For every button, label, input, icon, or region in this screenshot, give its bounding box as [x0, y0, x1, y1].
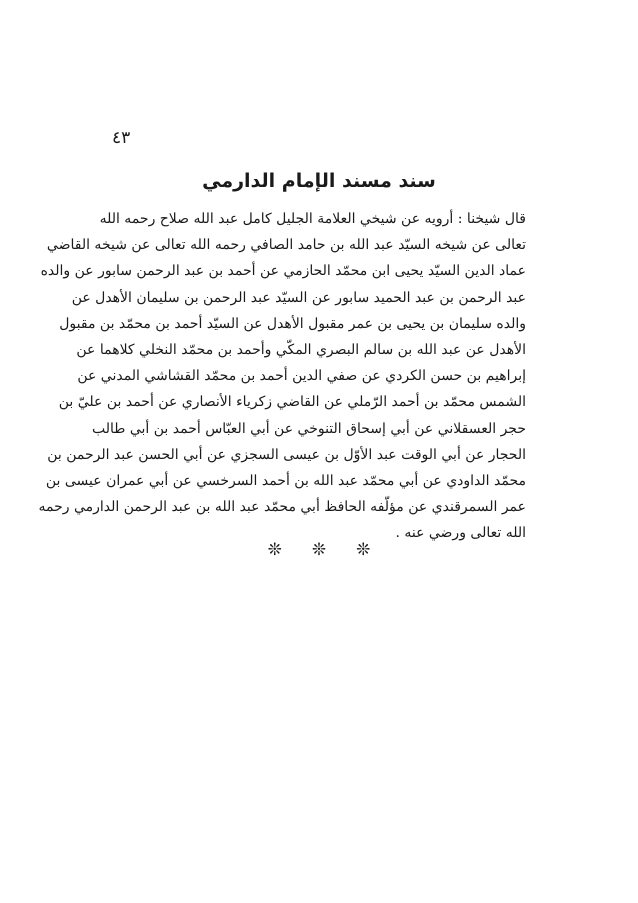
text-line: عماد الدين السيّد يحيى ابن محمّد الحازمي عن أحمد بن عبد الرحمن سابور عن والده [40, 263, 526, 280]
text-line: والده سليمان بن يحيى بن عمر مقبول الأهدل عن السيّد أحمد بن محمّد بن مقبول [59, 315, 526, 332]
running-header: سند مسند الإمام الدارمي [202, 170, 436, 192]
text-line: حجر العسقلاني عن أبي إسحاق التنوخي عن أبي العبّاس أحمد بن أبي طالب [92, 420, 526, 437]
ornament-icon: ❊ [267, 540, 312, 560]
text-line: الأهدل عن عبد الله بن سالم البصري المكّي وأحمد بن محمّد النخلي كلاهما عن [76, 342, 526, 359]
text-line: عمر السمرقندي عن مؤلّفه الحافظ أبي محمّد عبد الله بن عبد الرحمن الدارمي رحمه [38, 499, 526, 516]
body-text [38, 206, 526, 547]
ornament-icon: ❊ [356, 540, 401, 560]
text-line: قال شيخنا : أرويه عن شيخي العلامة الجليل كامل عبد الله صلاح رحمه الله [99, 211, 526, 227]
ornament-icon: ❊ [311, 540, 357, 560]
page-number: ٤٣ [112, 128, 131, 148]
text-line: عبد الرحمن بن عبد الحميد سابور عن السيّد عبد الرحمن بن سليمان الأهدل عن [71, 289, 526, 306]
text-line: الله تعالى ورضي عنه . [395, 525, 526, 542]
text-line: إبراهيم بن حسن الكردي عن صفي الدين أحمد بن محمّد القشاشي المدني عن [77, 368, 526, 385]
text-line: محمّد الداودي عن أبي محمّد عبد الله بن أحمد السرخسي عن أبي عمران عيسى بن [45, 473, 526, 490]
text-line: الحجار عن أبي الوقت عبد الأوّل بن عيسى السجزي عن أبي الحسن عبد الرحمن بن [47, 446, 526, 463]
text-line: تعالى عن شيخه السيّد عبد الله بن حامد الصافي رحمه الله تعالى عن شيخه القاضي [46, 237, 526, 254]
text-line: الشمس محمّد بن أحمد الرّملي عن القاضي زكرياء الأنصاري عن أحمد بن عليّ بن [58, 394, 526, 411]
section-separator [0, 540, 638, 560]
